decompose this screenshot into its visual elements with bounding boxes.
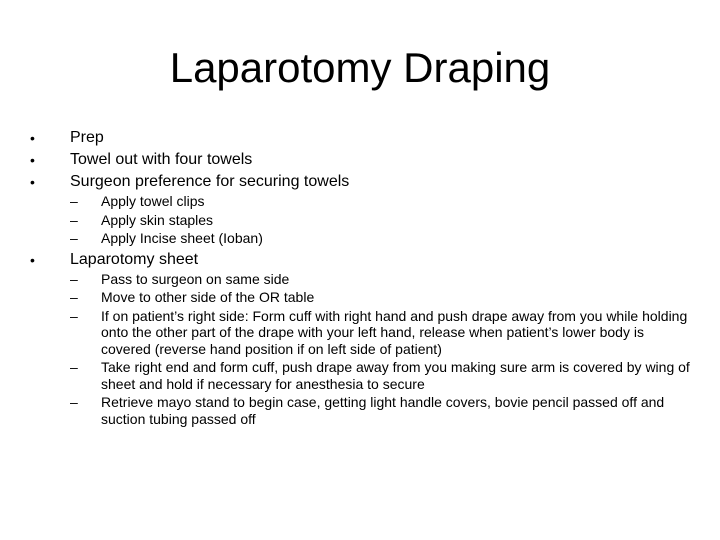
- bullet-item: • Prep: [30, 127, 690, 149]
- sub-bullet-item: – Apply skin staples: [70, 212, 690, 229]
- sub-bullet-item: – Move to other side of the OR table: [70, 289, 690, 306]
- sub-bullet-item: – Apply Incise sheet (Ioban): [70, 230, 690, 247]
- bullet-list: [30, 249, 690, 271]
- sub-bullet-item: – If on patient’s right side: Form cuff with right hand and push drape away from you while holding onto the other part of the drape with your left hand, release when patient’s lower body is covered (reverse hand position if on left side of patient): [70, 308, 690, 358]
- sub-bullet-item: – Pass to surgeon on same side: [70, 271, 690, 288]
- bullet-item: [30, 249, 690, 271]
- sub-bullet-list: [70, 271, 690, 428]
- sub-bullet-item: – Retrieve mayo stand to begin case, getting light handle covers, bovie pencil passed off and suction tubing passed off: [70, 394, 690, 427]
- bullet-text: Laparotomy sheet: [70, 250, 199, 268]
- slide-title: Laparotomy Draping: [169, 44, 551, 91]
- bullet-item: [30, 171, 690, 193]
- slide-content: [30, 127, 690, 429]
- bullet-text: Surgeon preference for securing towels: [70, 173, 350, 190]
- bullet-list: [30, 127, 690, 193]
- bullet-item: • Towel out with four towels: [30, 149, 690, 171]
- sub-bullet-list: [70, 193, 690, 247]
- sub-bullet-item: – Take right end and form cuff, push drape away from you making sure arm is covered by wing of sheet and hold if necessary for anesthesia to secure: [70, 359, 690, 392]
- sub-bullet-item: – Apply towel clips: [70, 193, 690, 210]
